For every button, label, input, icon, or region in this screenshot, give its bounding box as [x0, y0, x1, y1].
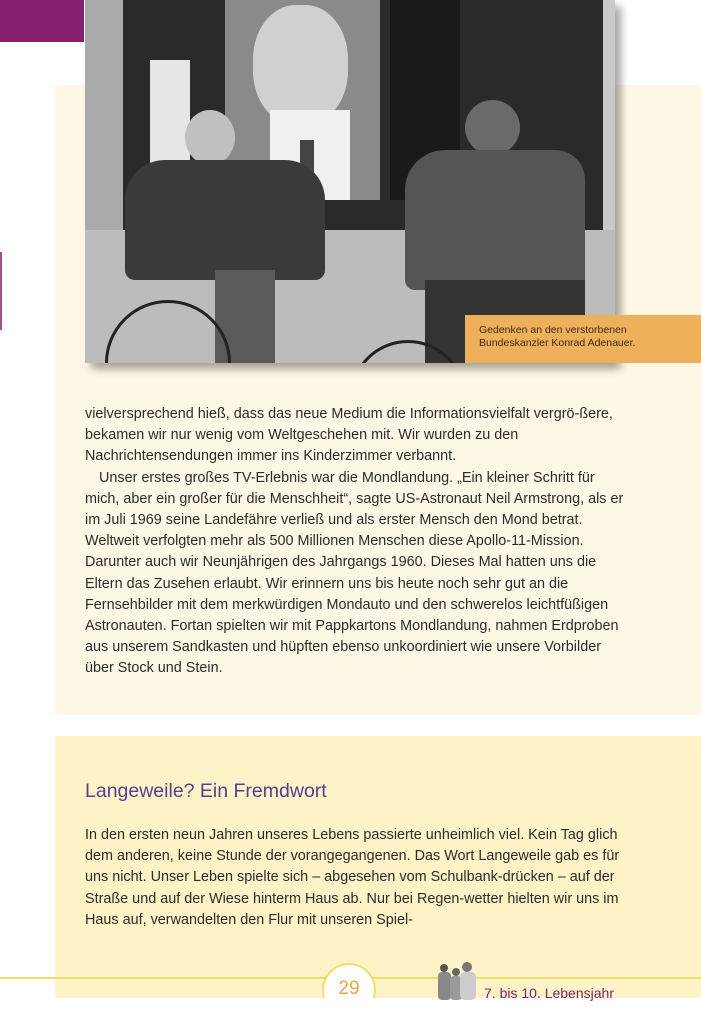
section-body: [85, 825, 625, 931]
caption-line: Bundeskanzler Konrad Adenauer.: [479, 337, 636, 349]
body-text: [85, 404, 625, 680]
children-photo-icon: [434, 960, 478, 1000]
edge-marker: [0, 252, 2, 330]
section-heading: Langeweile? Ein Fremdwort: [85, 780, 327, 802]
paragraph: vielversprechend hieß, dass das neue Medium die Informationsvielfalt vergrö-ßere, bekamen wir nur wenig vom Weltgeschehen mit. Wir wurden zu den Nachrichtensendungen immer ins Kinderzimmer verbannt.: [85, 406, 613, 465]
chapter-label: 7. bis 10. Lebensjahr: [484, 985, 614, 1001]
paragraph: In den ersten neun Jahren unseres Lebens passierte unheimlich viel. Kein Tag glich dem anderen, keine Stunde der vorangegangenen. Das Wort Langeweile gab es für uns nicht. Unser Leben spielte sich – abgesehen vom Schulbank-drücken – auf der Straße und auf der Wiese hinterm Haus ab. Nur bei Regen-wetter hielten wir uns im Haus auf, verwandelten den Flur mit unseren Spiel-: [85, 827, 620, 928]
caption-line: Gedenken an den verstorbenen: [479, 324, 627, 336]
footer-margin: [0, 998, 701, 1020]
chapter-color-tab: [0, 0, 84, 42]
paragraph: Unser erstes großes TV-Erlebnis war die Mondlandung. „Ein kleiner Schritt für mich, aber ein großer für die Menschheit“, sagte US-Astronaut Neil Armstrong, als er im Juli 1969 seine Landefähre verließ und als erster Mensch den Mond betrat. Weltweit verfolgten mehr als 500 Millionen Menschen diese Apollo-11-Mission. Darunter auch wir Neunjährigen des Jahrgangs 1960. Dieses Mal hatten uns die Eltern das Zusehen erlaubt. Wir erinnern uns bis heute noch sehr gut an die Fernsehbilder mit dem merkwürdigen Mondauto und den schwerelos leichtfüßigen Astronauten. Fortan spielten wir mit Pappkartons Mondlandung, nahmen Erdproben aus unserem Sandkasten und hüpften ebenso unkoordiniert wie unsere Vorbilder über Stock und Stein.: [85, 469, 624, 677]
photo-caption: [465, 315, 701, 363]
adenauer-photo: [85, 0, 615, 363]
page-number: 29: [338, 978, 360, 999]
